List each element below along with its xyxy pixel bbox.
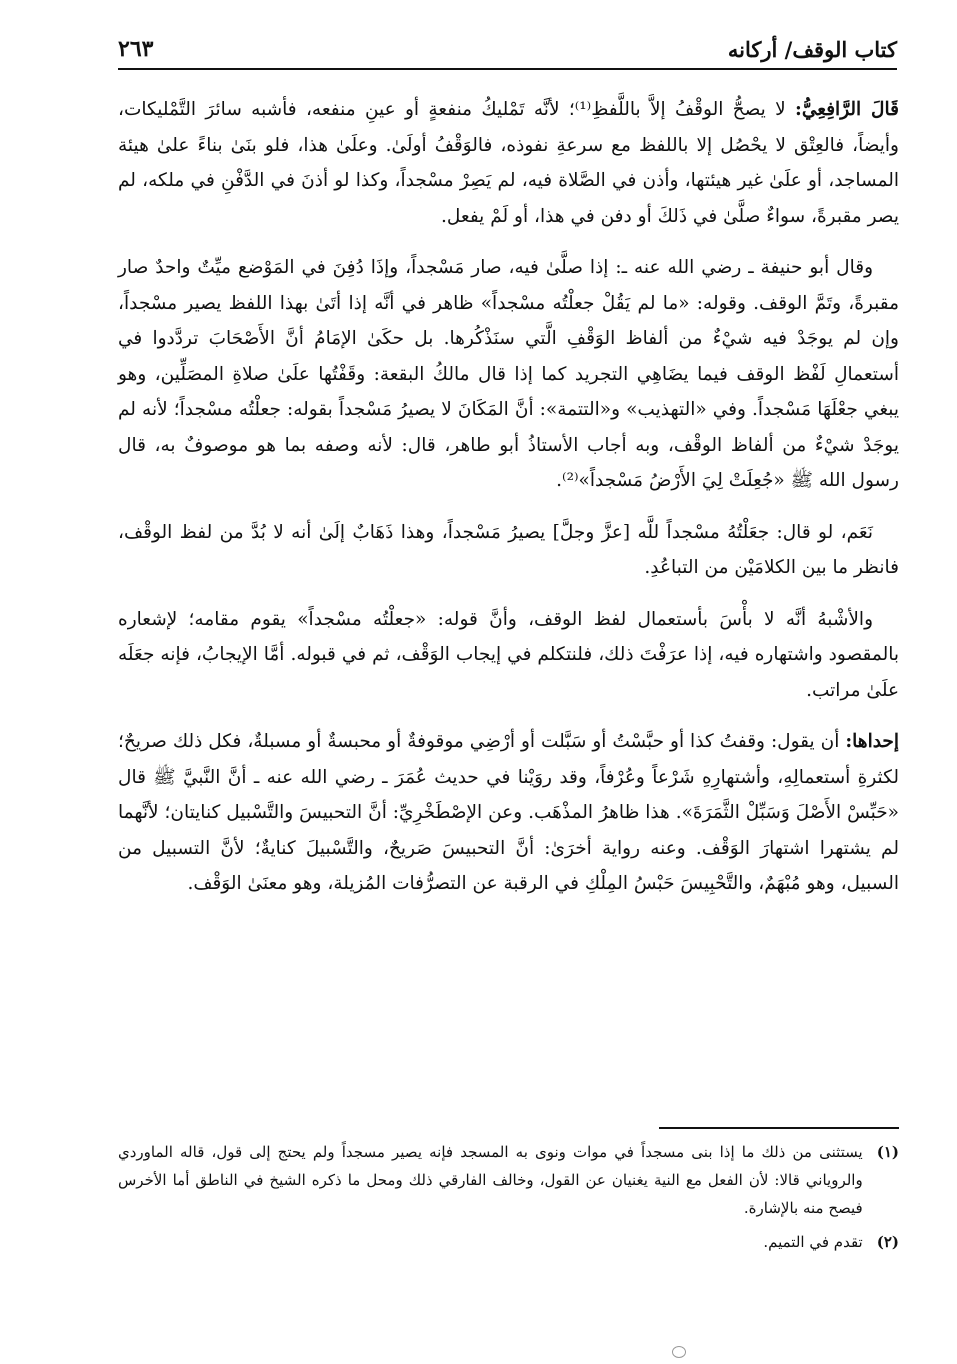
paragraph-text: والأشْبهُ أنَّه لا بأْسَ بأستعمال لفظ الوقف، وأنَّ قوله: «جعلْتُه مسْجداً» يقوم مقامه؛ لإشعاره بالمقصود واشتهاره فيه، إذا عرَفْتَ ذلك، فلنتكلم في إيجاب الوَقْف، ثم في قبوله. أمَّا الإيجابُ، فإنه جعَلَه علَىٰ مراتب.	[118, 608, 899, 701]
paragraph-text: لا يصحُّ الوقْفُ إلاَّ باللَّفظِ⁽¹⁾؛ لأنَّه تَمْليكُ منفعةٍ أو عينِ منفعه، فأشبه سائرَ التَّمْليكات، وأيضاً، فالعِتْق لا يحْصُل إلا باللفظ مع سرعةِ نفوذه، فالوَقْفُ أولَىٰ. وعلَىٰ هذا، فلو بنَىٰ بناءً علىٰ هيئة المساجد، أو علَىٰ غير هيئتها، وأذن في الصَّلاة فيه، لم يَصِرْ مسْجداً، وكذا لو أذنَ في الدَّفْنِ في ملكه، لم يصر مقبرةً، سواءٌ صلَّىٰ في ذَلكَ أو دفن في هذا، أو لَمْ يفعل.	[118, 99, 899, 227]
paragraph-lead: إحداها:	[845, 731, 899, 752]
footnotes	[118, 1138, 899, 1262]
paragraph	[118, 602, 899, 709]
footnote-number: (٢)	[876, 1233, 899, 1251]
footnote	[118, 1228, 899, 1256]
paragraph	[118, 515, 899, 586]
page-number: ٢٦٣	[118, 36, 154, 62]
running-header	[118, 30, 897, 70]
footnote-divider	[659, 1127, 899, 1129]
paragraph-text: نَعَم، لو قال: جعَلْتُهُ مسْجداً للَّه [عزَّ وجلَّ] يصيرُ مَسْجداً، وهذا ذَهَابٌ إلَىٰ أنه لا بُدَّ من لفظ الوقْف، فانظر ما بين الكلامَيْن من التباعُدِ.	[118, 521, 899, 578]
main-text	[118, 92, 899, 918]
chapter-title: كتاب الوقف/ أركانه	[727, 37, 897, 62]
paragraph	[118, 724, 899, 902]
paragraph-text: أن يقول: وقفتُ كذا أو حبَّسْتُ أو سَبَّلت أو أرْضِي موقوفةٌ أو محبسةٌ أو مسبلةٌ، فكل ذلك صريحٌ؛ لكثرةِ أستعمالِهِ، وأشتهارِهِ شَرْعاً وعُرْفاً، وقد روَيْنا في حديث عُمَرَ ـ رضي الله عنه ـ أنَّ النَّبيَّ ﷺ قال «حَبِّسْ الأَصْلَ وَسَبِّلْ الثَّمَرَةَ». هذا ظاهرُ المذْهَب. وعن الإصْطَخْرِيِّ: أنَّ التحبيسَ والتَّسْبيل كنايتان؛ لأنَّهما لم يشتهرا اشتهارَ الوَقْف. وعنه رواية أخرَىٰ: أنَّ التحبيسَ صَريحٌ، والتَّسْبيلَ كنايةٌ؛ لأنَّ التسبيل من السبيل، وهو مُبْهَمٌ، والتَّحْبِيسَ حَبْسُ المِلْكِ في الرقبة عن التصرُّفات المُزيلة، وهو معنَىٰ الوَقْف.	[118, 731, 899, 894]
paragraph	[118, 92, 899, 234]
footnote	[118, 1138, 899, 1222]
paragraph-text: وقال أبو حنيفة ـ رضي الله عنه ـ: إذا صلَّىٰ فيه، صار مَسْجداً، وإذَا دُفِنَ في المَوْضع ميِّتٌ واحدٌ صار مقبرةً، وتَمَّ الوقف. وقوله: «ما لم يَقُلْ جعلْتُه مسْجداً» ظاهر في أنَّه إذا أتَىٰ بهذا اللفظ يصير مسْجداً، وإن لم يوجَدْ فيه شيْءٌ من ألفاظ الوَقْفِ الَّتي سنَذْكُرها. بل حكَىٰ الإمَامُ أنَّ الأَصْحَابَ تردَّدوا في أستعمالِ لَفْظ الوقف فيما يضَاهِي التجريد كما إذا قال مالكُ البقعة: وقَفْتُها علَىٰ صلاةِ المصَلِّين، وهو يبغي جعْلَهَا مَسْجداً. وفي «التهذيب» و«التتمة»: أنَّ المَكَانَ لا يصيرُ مَسْجداً بقوله: جعلْتُه مسْجداً؛ لأنه لم يوجَدْ شيْءٌ من ألفاظ الوقْف، وبه أجاب الأستاذُ أبو طاهر، قال: لأنه وصفه بما هو موصوفٌ به، قال رسول الله ﷺ «جُعِلَتْ لِيَ الأَرْضُ مَسْجداً»⁽²⁾.	[118, 257, 899, 491]
footnote-text: يستثنى من ذلك ما إذا بنى مسجداً في موات ونوى به المسجد فإنه يصير مسجداً ولم يحتج إلى قول، قاله الماوردي والروياني قالا: لأن الفعل مع النية يغنيان عن القول، وخالف الفارقي ذلك ومحل ما ذكره الشيخ في الناطق أما الأخرس فيصح منه بالإشارة.	[118, 1143, 863, 1217]
scan-mark	[672, 1346, 686, 1358]
footnote-text: تقدم في التميم.	[763, 1233, 863, 1251]
paragraph	[118, 250, 899, 499]
footnote-number: (١)	[876, 1143, 899, 1161]
paragraph-lead: قَالَ الرَّافِعِيُّ:	[795, 99, 899, 120]
